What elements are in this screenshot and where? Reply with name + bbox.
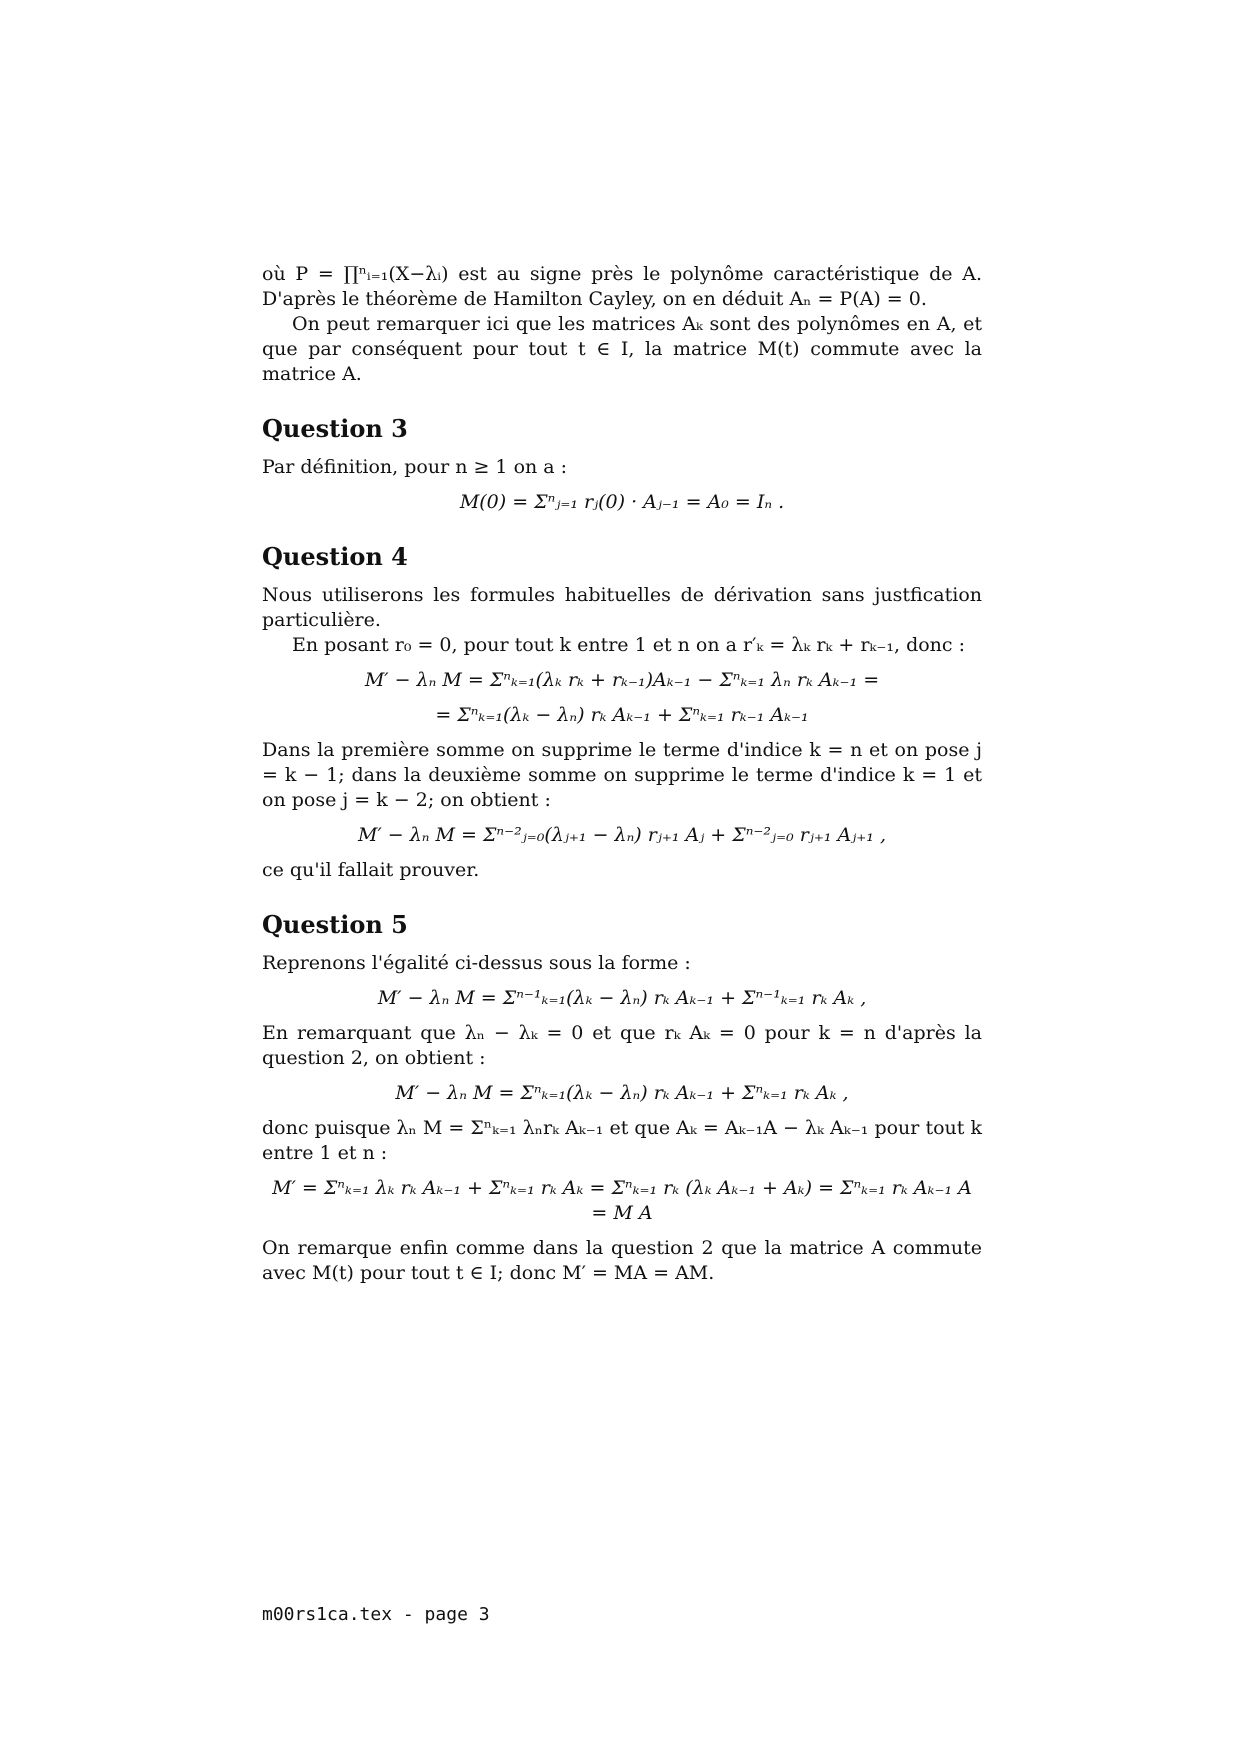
question-4-text-2: En posant r₀ = 0, pour tout k entre 1 et n on a r′ₖ = λₖ rₖ + rₖ₋₁, donc : <box>292 634 965 656</box>
question-5-heading: Question 5 <box>262 910 408 939</box>
question-4-text-4: ce qu'il fallait prouver. <box>262 859 480 881</box>
question-5-text-3: donc puisque λₙ M = Σⁿₖ₌₁ λₙrₖ Aₖ₋₁ et que Aₖ = Aₖ₋₁A − λₖ Aₖ₋₁ pour tout k entre 1 et n : <box>262 1117 982 1164</box>
question-5-text-1: Reprenons l'égalité ci-dessus sous la forme : <box>262 952 691 974</box>
paragraph-2: On peut remarquer ici que les matrices Aₖ sont des polynômes en A, et que par conséquent pour tout t ∈ I, la matrice M(t) commute avec la matrice A. <box>262 313 982 385</box>
paragraph-1: où P = ∏ⁿᵢ₌₁(X−λᵢ) est au signe près le polynôme caractéristique de A. D'après le théorème de Hamilton Cayley, on en déduit Aₙ = P(A) = 0. <box>262 263 982 310</box>
question-4-text-3: Dans la première somme on supprime le terme d'indice k = n et on pose j = k − 1; dans la deuxième somme on supprime le terme d'indice k = 1 et on pose j = k − 2; on obtient : <box>262 739 982 811</box>
question-5-equation-1: M′ − λₙ M = Σⁿ⁻¹ₖ₌₁(λₖ − λₙ) rₖ Aₖ₋₁ + Σⁿ⁻¹ₖ₌₁ rₖ Aₖ , <box>377 987 867 1009</box>
question-4-text-1: Nous utiliserons les formules habituelles de dérivation sans justfication particulière. <box>262 584 982 631</box>
question-5-text-4: On remarque enfin comme dans la question 2 que la matrice A commute avec M(t) pour tout t ∈ I; donc M′ = MA = AM. <box>262 1237 982 1284</box>
question-5-equation-2: M′ − λₙ M = Σⁿₖ₌₁(λₖ − λₙ) rₖ Aₖ₋₁ + Σⁿₖ₌₁ rₖ Aₖ , <box>395 1082 849 1104</box>
document-page <box>262 262 982 1286</box>
question-5-text-2: En remarquant que λₙ − λₖ = 0 et que rₖ Aₖ = 0 pour k = n d'après la question 2, on obtient : <box>262 1022 982 1069</box>
question-4-equation-2: = Σⁿₖ₌₁(λₖ − λₙ) rₖ Aₖ₋₁ + Σⁿₖ₌₁ rₖ₋₁ Aₖ₋₁ <box>435 704 809 726</box>
question-3-text: Par définition, pour n ≥ 1 on a : <box>262 456 568 478</box>
question-5-equation-3: M′ = Σⁿₖ₌₁ λₖ rₖ Aₖ₋₁ + Σⁿₖ₌₁ rₖ Aₖ = Σⁿₖ₌₁ rₖ (λₖ Aₖ₋₁ + Aₖ) = Σⁿₖ₌₁ rₖ Aₖ₋₁ A = M A <box>272 1177 972 1224</box>
question-4-heading: Question 4 <box>262 542 408 571</box>
question-4-equation-1: M′ − λₙ M = Σⁿₖ₌₁(λₖ rₖ + rₖ₋₁)Aₖ₋₁ − Σⁿₖ₌₁ λₙ rₖ Aₖ₋₁ = <box>364 669 880 691</box>
question-3-equation: M(0) = Σⁿⱼ₌₁ rⱼ(0) · Aⱼ₋₁ = A₀ = Iₙ . <box>459 491 785 513</box>
question-3-heading: Question 3 <box>262 414 408 443</box>
question-4-equation-3: M′ − λₙ M = Σⁿ⁻²ⱼ₌₀(λⱼ₊₁ − λₙ) rⱼ₊₁ Aⱼ + Σⁿ⁻²ⱼ₌₀ rⱼ₊₁ Aⱼ₊₁ , <box>357 824 887 846</box>
page-footer: m00rs1ca.tex - page 3 <box>262 1604 490 1625</box>
